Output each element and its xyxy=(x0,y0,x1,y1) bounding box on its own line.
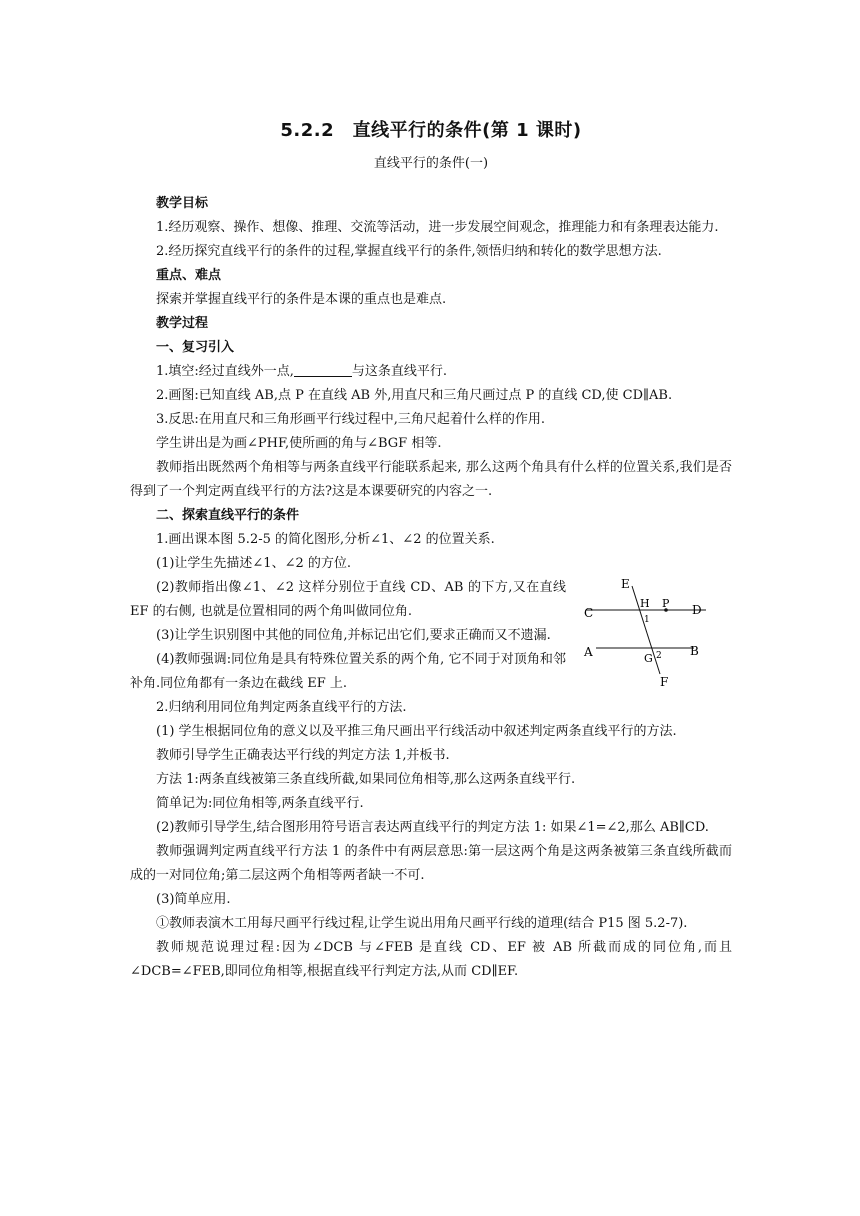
review-item-1-after: 与这条直线平行. xyxy=(351,364,448,379)
label-c: C xyxy=(584,606,594,620)
review-item-3: 3.反思:在用直尺和三角形画平行线过程中,三角尺起着什么样的作用. xyxy=(156,412,546,427)
explore-10: 简单记为:同位角相等,两条直线平行. xyxy=(156,796,364,811)
fill-blank xyxy=(294,362,352,377)
angle-1-label: 1 xyxy=(644,615,650,625)
page-title: 5.2.2 直线平行的条件(第 1 课时) xyxy=(280,120,582,141)
review-item-1-before: 1.填空:经过直线外一点, xyxy=(156,364,294,379)
explore-7: (1) 学生根据同位角的意义以及平推三角尺画出平行线活动中叙述判定两条直线平行的方法. xyxy=(156,724,677,739)
explore-3: (2)教师指出像∠1、∠2 这样分别位于直线 CD、AB 的下方,又在直线 EF 的右侧, 也就是位置相同的两个角叫做同位角. xyxy=(130,580,566,619)
label-h: H xyxy=(640,597,650,610)
label-b: B xyxy=(690,644,699,658)
explore-4: (3)让学生识别图中其他的同位角,并标记出它们,要求正确而又不遗漏. xyxy=(156,628,551,643)
angle-2-label: 2 xyxy=(656,651,662,661)
page-subtitle: 直线平行的条件(一) xyxy=(373,156,489,171)
label-d: D xyxy=(692,603,702,617)
label-f: F xyxy=(660,675,669,689)
explore-15: 教师规范说理过程:因为∠DCB 与∠FEB 是直线 CD、EF 被 AB 所截而成的同位角,而且∠DCB=∠FEB,即同位角相等,根据直线平行判定方法,从而 CD∥EF. xyxy=(130,940,732,979)
explore-13: (3)简单应用. xyxy=(156,892,231,907)
review-item-1 xyxy=(130,360,732,384)
process-heading: 教学过程 xyxy=(156,316,209,331)
parallel-lines-figure xyxy=(576,572,726,692)
label-p: P xyxy=(662,597,670,610)
label-a: A xyxy=(584,645,593,659)
review-item-2: 2.画图:已知直线 AB,点 P 在直线 AB 外,用直尺和三角尺画过点 P 的直线 CD,使 CD∥AB. xyxy=(156,388,673,403)
part2-heading: 二、探索直线平行的条件 xyxy=(156,508,300,523)
explore-11: (2)教师引导学生,结合图形用符号语言表达两直线平行的判定方法 1: 如果∠1=∠2,那么 AB∥CD. xyxy=(156,820,709,835)
part1-heading: 一、复习引入 xyxy=(156,340,235,355)
goal-1: 1.经历观察、操作、想像、推理、交流等活动，进一步发展空间观念，推理能力和有条理表达能力. xyxy=(156,220,719,235)
review-item-5: 教师指出既然两个角相等与两条直线平行能联系起来, 那么这两个角具有什么样的位置关系,我们是否得到了一个判定两直线平行的方法?这是本课要研究的内容之一. xyxy=(130,460,732,499)
key-heading: 重点、难点 xyxy=(156,268,222,283)
explore-8: 教师引导学生正确表达平行线的判定方法 1,并板书. xyxy=(156,748,450,763)
goal-2: 2.经历探究直线平行的条件的过程,掌握直线平行的条件,领悟归纳和转化的数学思想方法. xyxy=(156,244,662,259)
explore-5: (4)教师强调:同位角是具有特殊位置关系的两个角, 它不同于对顶角和邻补角.同位角都有一条边在截线 EF 上. xyxy=(130,652,566,691)
explore-2: (1)让学生先描述∠1、∠2 的方位. xyxy=(156,556,352,571)
key-text: 探索并掌握直线平行的条件是本课的重点也是难点. xyxy=(156,292,447,307)
review-item-4: 学生讲出是为画∠PHF,使所画的角与∠BGF 相等. xyxy=(156,436,442,451)
label-g: G xyxy=(644,652,653,665)
explore-14: ①教师表演木工用每尺画平行线过程,让学生说出用角尺画平行线的道理(结合 P15 图 5.2-7). xyxy=(156,916,688,931)
label-e: E xyxy=(621,577,630,591)
explore-9: 方法 1:两条直线被第三条直线所截,如果同位角相等,那么这两条直线平行. xyxy=(156,772,576,787)
explore-12: 教师强调判定两直线平行方法 1 的条件中有两层意思:第一层这两个角是这两条被第三条直线所截而成的一对同位角;第二层这两个角相等两者缺一不可. xyxy=(130,844,732,883)
explore-1: 1.画出课本图 5.2-5 的简化图形,分析∠1、∠2 的位置关系. xyxy=(156,532,495,547)
goals-heading: 教学目标 xyxy=(156,196,209,211)
explore-6: 2.归纳利用同位角判定两条直线平行的方法. xyxy=(156,700,407,715)
